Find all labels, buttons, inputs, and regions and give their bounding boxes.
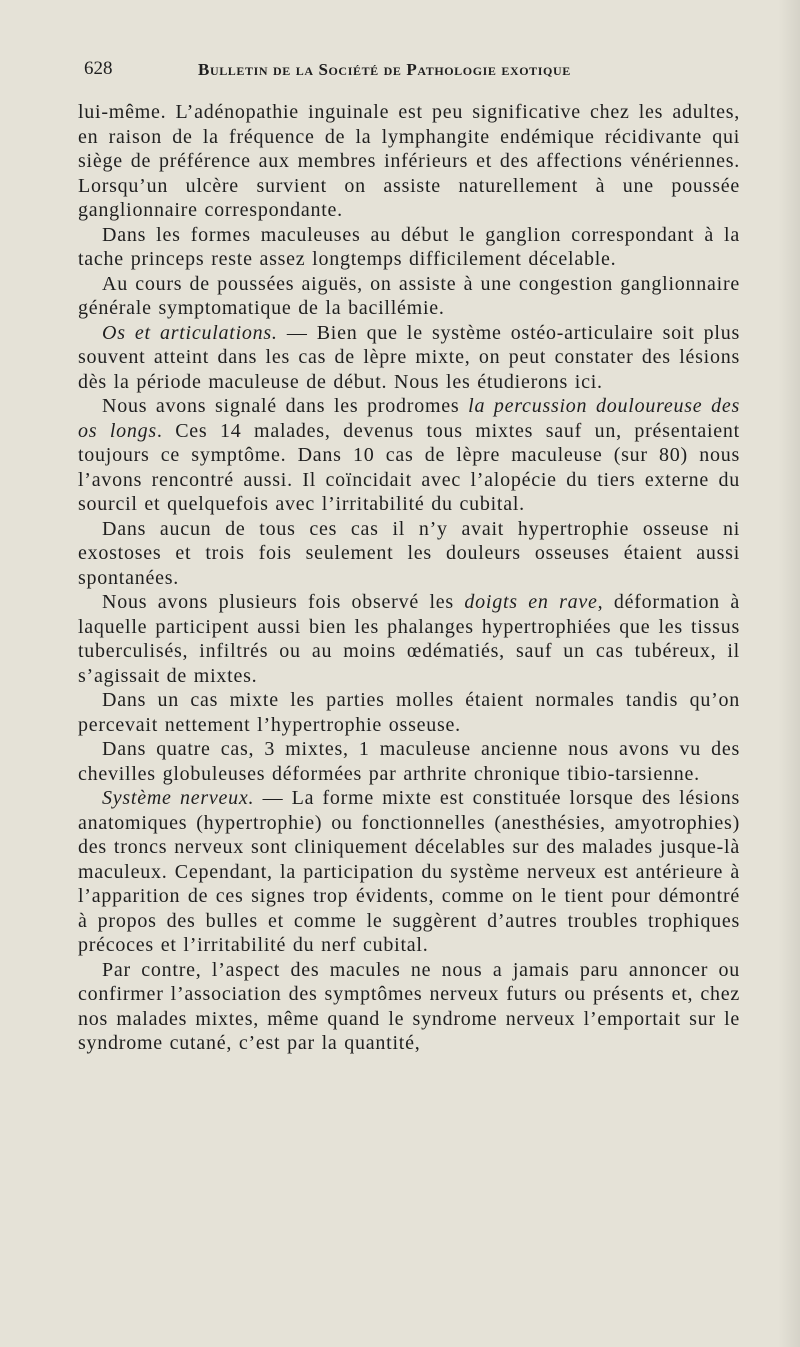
text-run: , déformation à laquelle participent aussi bien les phalanges hypertrophiées que les tissus tuberculisés, infiltrés ou au moins œdématiés, sauf un cas tubéreux, il s’agissait de mixtes. — [78, 591, 740, 687]
text-run: Au cours de poussées aiguës, on assiste à une congestion ganglionnaire générale symptomatique de la bacillémie. — [78, 272, 740, 319]
paragraph — [78, 786, 740, 958]
section-heading: Os et articulations. — [102, 321, 278, 344]
text-run: — Bien que le système ostéo-articulaire soit plus souvent atteint dans les cas de lèpre mixte, on peut constater des lésions dès la période maculeuse de début. Nous les étudierons ici. — [78, 321, 740, 393]
paragraph — [78, 223, 740, 272]
text-run: Dans un cas mixte les parties molles étaient normales tandis qu’on percevait nettement l’hypertrophie osseuse. — [78, 689, 740, 736]
paragraph — [78, 958, 740, 1056]
text-run: lui-même. L’adénopathie inguinale est peu significative chez les adultes, en raison de la fréquence de la lymphangite endémique récidivante qui siège de préférence aux membres inférieurs et des affections vénériennes. Lorsqu’un ulcère survient on assiste naturellement à une poussée ganglionnaire correspondante. — [78, 101, 740, 221]
page-number: 628 — [84, 58, 113, 79]
paragraph — [78, 272, 740, 321]
running-title: Bulletin de la Société de Pathologie exotique — [198, 60, 571, 79]
italic-phrase: la percussion douloureuse des os longs — [78, 395, 740, 442]
page-header — [84, 58, 734, 84]
section-heading: Système nerveux. — [102, 787, 255, 809]
text-run: Nous avons signalé dans les prodromes — [102, 395, 469, 417]
text-run: Dans les formes maculeuses au début le ganglion correspondant à la tache princeps reste assez longtemps difficilement décelable. — [78, 223, 740, 270]
body-text — [78, 100, 740, 1056]
paragraph — [78, 688, 740, 737]
text-run: . Ces 14 malades, devenus tous mixtes sauf un, présentaient toujours ce symptôme. Dans 10 cas de lèpre maculeuse (sur 80) nous l’avons rencontré aussi. Il coïncidait avec l’alopécie du tiers externe du sourcil et quelquefois avec l’irritabilité du cubital. — [78, 419, 740, 515]
paragraph — [78, 321, 740, 395]
paragraph — [78, 394, 740, 517]
page-gutter-shadow — [778, 0, 800, 1347]
text-run: — La forme mixte est constituée lorsque des lésions anatomiques (hypertrophie) ou fonctionnelles (anesthésies, amyotrophies) des troncs nerveux sont cliniquement décelables sur des malades jusque-là maculeux. Cependant, la participation du système nerveux est antérieure à l’apparition de ces signes trop évidents, comme on le tient pour démontré à propos des bulles et comme le suggèrent d’autres troubles trophiques précoces et l’irritabilité du nerf cubital. — [78, 787, 740, 956]
text-run: Dans aucun de tous ces cas il n’y avait hypertrophie osseuse ni exostoses et trois fois seulement les douleurs osseuses étaient aussi spontanées. — [78, 517, 740, 589]
italic-phrase: doigts en rave — [464, 591, 598, 613]
paragraph — [78, 517, 740, 591]
text-run: Par contre, l’aspect des macules ne nous a jamais paru annoncer ou confirmer l’association des symptômes nerveux futurs ou présents et, chez nos malades mixtes, même quand le syndrome nerveux l’emportait sur le syndrome cutané, c’est par la quantité, — [78, 958, 740, 1054]
paragraph — [78, 590, 740, 688]
paragraph — [78, 737, 740, 786]
paragraph — [78, 100, 740, 223]
text-run: Nous avons plusieurs fois observé les — [102, 591, 465, 613]
text-run: Dans quatre cas, 3 mixtes, 1 maculeuse ancienne nous avons vu des chevilles globuleuses déformées par arthrite chronique tibio-tarsienne. — [78, 738, 740, 785]
